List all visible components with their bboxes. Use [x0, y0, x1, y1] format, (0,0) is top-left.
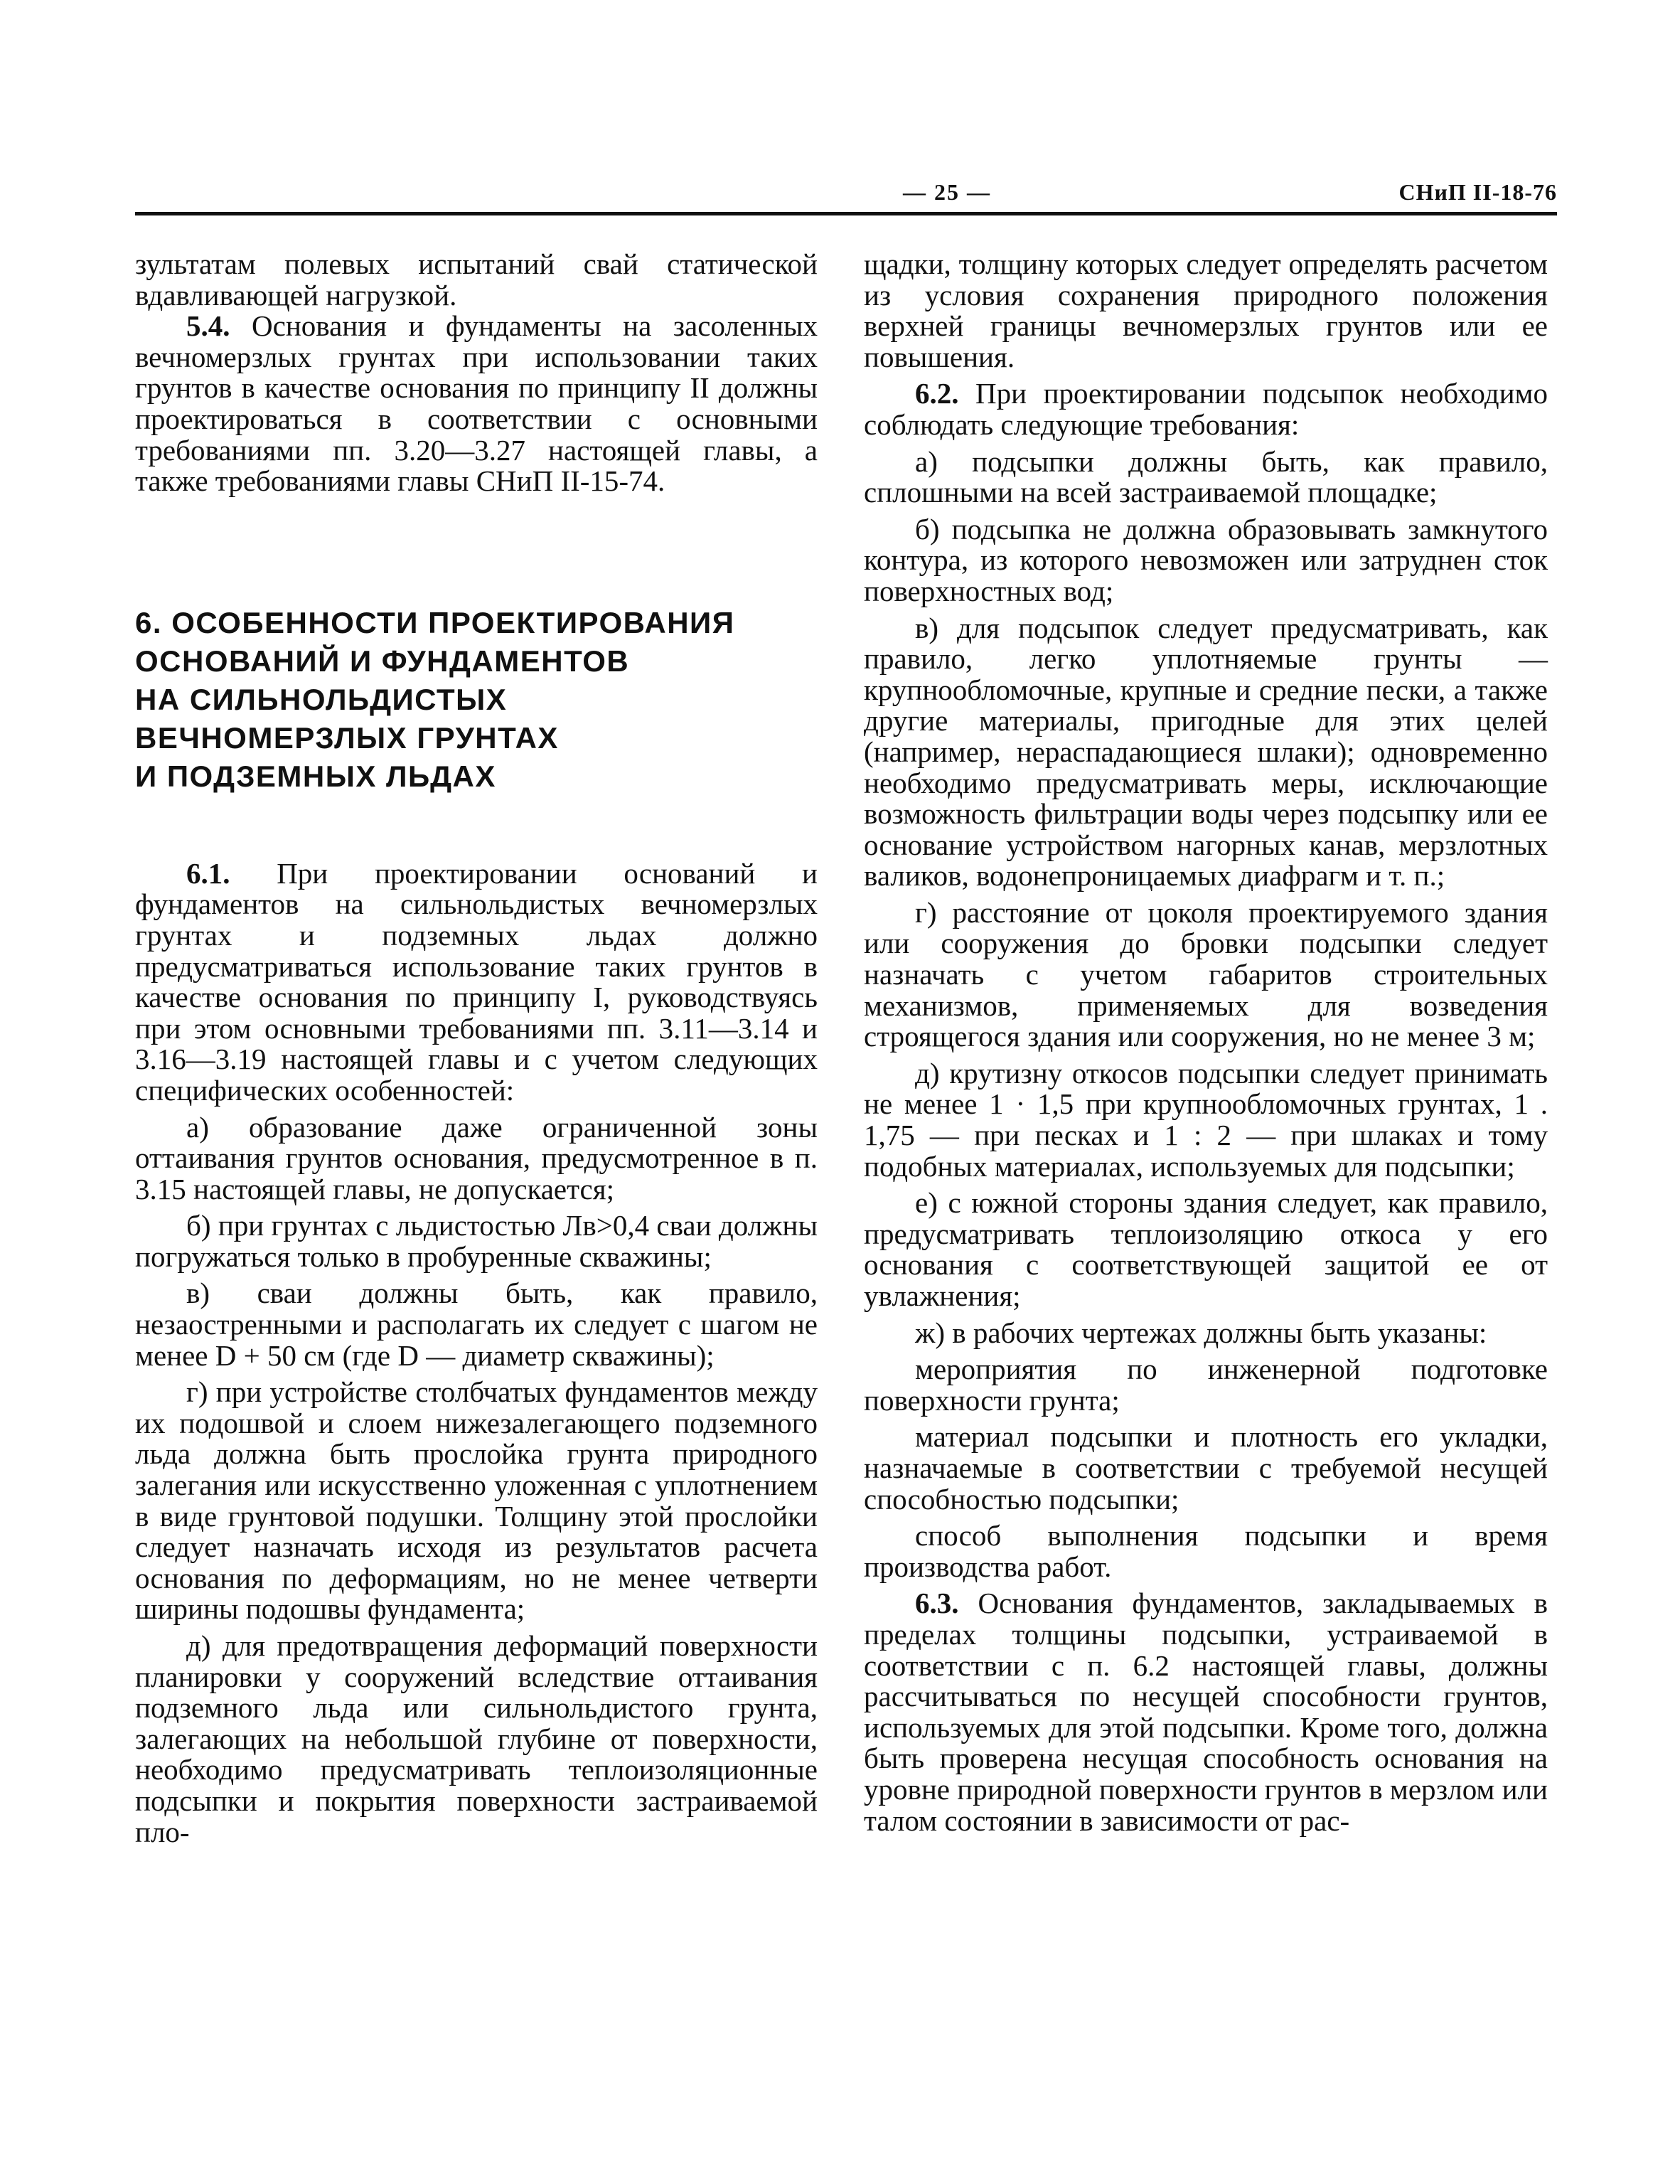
- heading-line: 6. ОСОБЕННОСТИ ПРОЕКТИРОВАНИЯ: [135, 605, 735, 639]
- paragraph-text: Основания и фундаменты на засоленных вечномерзлых грунтах при использовании таких грунтов в качестве основания по принципу II должны проектироваться в соответствии с основными требованиями пп. 3.20—3.27 настоящей главы, а также требованиями главы СНиП II-15-74.: [135, 309, 818, 498]
- paragraph-5-4: [135, 311, 818, 497]
- sub-item: материал подсыпки и плотность его укладки, назначаемые в соответствии с требуемой несущей способностью подсыпки;: [864, 1420, 1548, 1516]
- heading-line: НА СИЛЬНОЛЬДИСТЫХ: [135, 682, 508, 716]
- paragraph-text: При проектировании оснований и фундаментов на сильнольдистых вечномерзлых грунтах и подземных льдах должно предусматриваться использование таких грунтов в качестве основания по принципу I, руководствуясь при этом основными требованиями пп. 3.11—3.14 и 3.16—3.19 настоящей главы и с учетом следующих специфических особенностей:: [135, 856, 818, 1107]
- paragraph-6-2: [864, 378, 1548, 440]
- clause-number: 6.3.: [915, 1587, 959, 1620]
- list-item-b: б) при грунтах с льдистостью Лв>0,4 сваи должны погружаться только в пробуренные скважины;: [135, 1209, 818, 1273]
- heading-line: И ПОДЗЕМНЫХ ЛЬДАХ: [135, 759, 496, 793]
- document-code: СНиП II-18-76: [1398, 179, 1557, 205]
- list-item-g: г) при устройстве столбчатых фундаментов между их подошвой и слоем нижезалегающего подземного льда должна быть прослойка грунта природного залегания или искусственно уложенная с уплотнением в виде грунтовой подушки. Толщину этой прослойки следует назначать исходя из результатов расчета основания по деформациям, но не менее четверти ширины подошвы фундамента;: [135, 1375, 818, 1626]
- list-item-g: г) расстояние от цоколя проектируемого здания или сооружения до бровки подсыпки следует назначать с учетом габаритов строительных механизмов, применяемых для возведения строящегося здания или сооружения, но не менее 3 м;: [864, 895, 1548, 1053]
- list-item-a: а) образование даже ограниченной зоны оттаивания грунтов основания, предусмотренное в п. 3.15 настоящей главы, не допускается;: [135, 1110, 818, 1205]
- page-header: [135, 0, 1557, 222]
- paragraph-6-3: [864, 1588, 1548, 1836]
- list-item-a: а) подсыпки должны быть, как правило, сплошными на всей застраиваемой площадке;: [864, 444, 1548, 509]
- paragraph-6-1: [135, 858, 818, 1107]
- section-heading: [135, 604, 818, 796]
- list-item-v: в) сваи должны быть, как правило, незаостренными и располагать их следует с шагом не менее D + 50 см (где D — диаметр скважины);: [135, 1277, 818, 1372]
- clause-number: 6.2.: [915, 377, 959, 410]
- list-item-b: б) подсыпка не должна образовывать замкнутого контура, из которого невозможен или затруднен сток поверхностных вод;: [864, 512, 1548, 607]
- paragraph-text: При проектировании подсыпок необходимо соблюдать следующие требования:: [864, 377, 1548, 441]
- paragraph-text: Основания фундаментов, закладываемых в пределах толщины подсыпки, устраиваемой в соответствии с п. 6.2 настоящей главы, должны рассчитываться по несущей способности грунтов, используемых для этой подсыпки. Кроме того, должна быть проверена несущая способность основания на уровне природной поверхности грунтов в мерзлом или талом состоянии в зависимости от рас-: [864, 1587, 1548, 1837]
- sub-item: мероприятия по инженерной подготовке поверхности грунта;: [864, 1353, 1548, 1417]
- list-item-zh: ж) в рабочих чертежах должны быть указаны:: [915, 1316, 1487, 1349]
- clause-number: 6.1.: [186, 856, 230, 890]
- heading-line: ОСНОВАНИЙ И ФУНДАМЕНТОВ: [135, 644, 630, 678]
- right-column: [864, 249, 1548, 1836]
- heading-line: ВЕЧНОМЕРЗЛЫХ ГРУНТАХ: [135, 720, 559, 755]
- list-item-d: д) крутизну откосов подсыпки следует принимать не менее 1 · 1,5 при крупнообломочных грунтах, 1 . 1,75 — при песках и 1 : 2 — при шлаках и тому подобных материалах, используемых для подсыпки;: [864, 1056, 1548, 1183]
- sub-item: способ выполнения подсыпки и время производства работ.: [864, 1519, 1548, 1583]
- left-column: [135, 249, 818, 1848]
- paragraph-continuation: щадки, толщину которых следует определять расчетом из условия сохранения природного положения верхней границы вечномерзлых грунтов или ее повышения.: [864, 247, 1548, 373]
- page-number: — 25 —: [903, 179, 991, 205]
- list-item-v: в) для подсыпок следует предусматривать, как правило, легко уплотняемые грунты — крупнообломочные, крупные и средние пески, а также другие материалы, пригодные для этих целей (например, нераспадающиеся шлаки); одновременно необходимо предусматривать меры, исключающие возможность фильтрации воды через подсыпку или ее основание устройством нагорных канав, мерзлотных валиков, водонепроницаемых диафрагм и т. п.;: [864, 611, 1548, 893]
- header-rule: [135, 212, 1557, 215]
- list-item-e: е) с южной стороны здания следует, как правило, предусматривать теплоизоляцию откоса у его основания с соответствующей защитой ее от увлажнения;: [864, 1186, 1548, 1312]
- clause-number: 5.4.: [186, 309, 230, 343]
- list-item-d: д) для предотвращения деформаций поверхности планировки у сооружений вследствие оттаивания подземного льда или сильнольдистого грунта, залегающих на небольшой глубине от поверхности, необходимо предусматривать теплоизоляционные подсыпки и покрытия поверхности застраиваемой пло-: [135, 1629, 818, 1848]
- paragraph-continuation: зультатам полевых испытаний свай статической вдавливающей нагрузкой.: [135, 247, 818, 311]
